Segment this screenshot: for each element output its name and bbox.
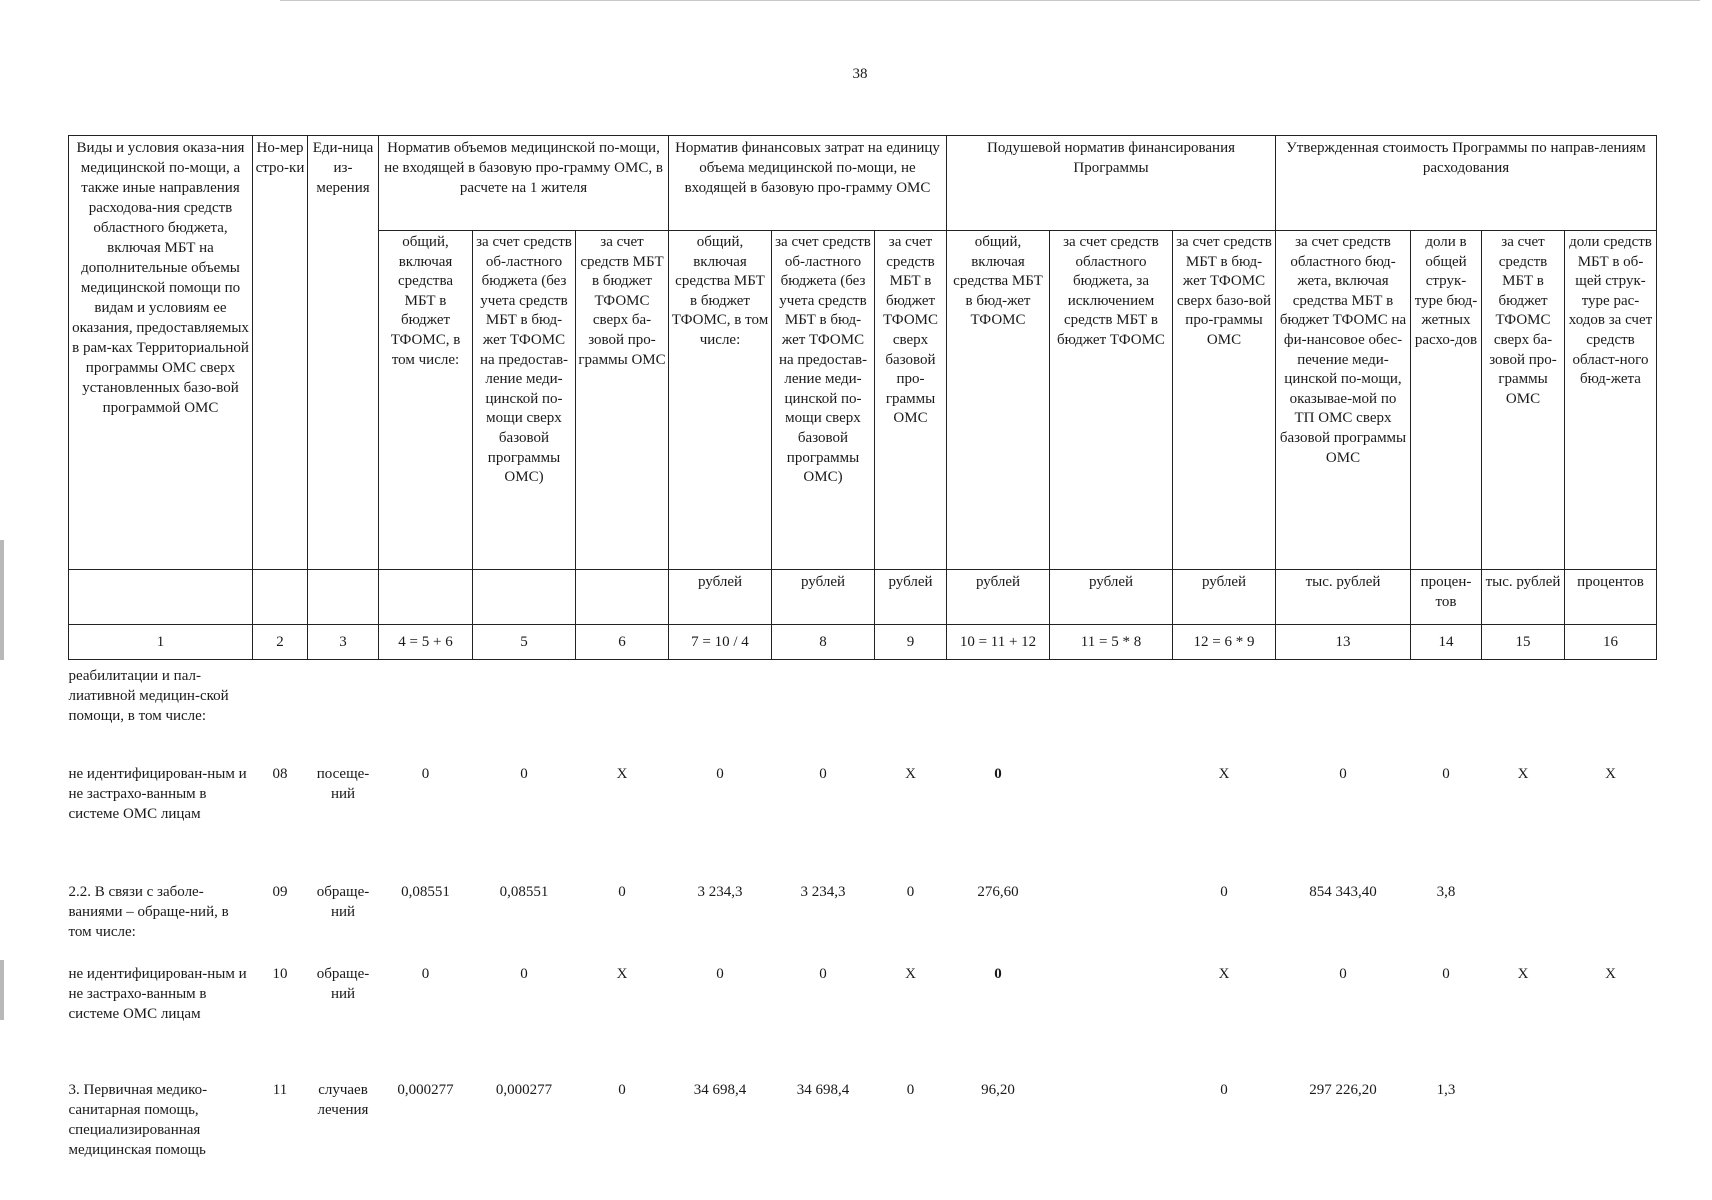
unit-cell <box>473 570 576 625</box>
row-cell: X <box>1218 966 1230 982</box>
row-cell <box>1050 660 1173 759</box>
unit-cell <box>576 570 669 625</box>
row-cell: 297 226,20 <box>1309 1082 1377 1098</box>
row-cell: 0 <box>994 966 1002 982</box>
row-line-number: 11 <box>272 1082 288 1098</box>
column-number: 14 <box>1411 625 1482 660</box>
row-cell: X <box>1605 966 1616 982</box>
row-cell: 0 <box>906 884 915 900</box>
row-cell <box>772 660 875 759</box>
row-cell: X <box>1517 966 1529 982</box>
unit-cell: рублей <box>1173 570 1276 625</box>
unit-cell: рублей <box>947 570 1050 625</box>
column-number: 3 <box>308 625 379 660</box>
table-row <box>69 876 1657 958</box>
column-number: 15 <box>1482 625 1565 660</box>
unit-cell: рублей <box>772 570 875 625</box>
unit-cell: рублей <box>1050 570 1173 625</box>
row-cell <box>1050 758 1173 876</box>
row-cell: 0 <box>1339 766 1347 782</box>
row-cell: 0 <box>1339 966 1347 982</box>
unit-cell <box>253 570 308 625</box>
header-approved-cost: Утвержденная стоимость Программы по направ-лениям расходования <box>1276 136 1657 231</box>
row-cell: X <box>1517 766 1529 782</box>
table-row <box>69 958 1657 1074</box>
row-cell: 0 <box>1442 766 1450 782</box>
row-cell: 0 <box>906 1082 915 1098</box>
row-cell: 276,60 <box>977 884 1019 900</box>
unit-cell: тыс. рублей <box>1482 570 1565 625</box>
row-name: не идентифицирован-ным и не застрахо-ванным в системе ОМС лицам <box>68 766 247 822</box>
table-row <box>69 758 1657 876</box>
unit-cell: тыс. рублей <box>1276 570 1411 625</box>
row-cell: 3 234,3 <box>697 884 743 900</box>
row-cell <box>473 660 576 759</box>
column-number: 4 = 5 + 6 <box>379 625 473 660</box>
column-number: 10 = 11 + 12 <box>947 625 1050 660</box>
row-cell: 0 <box>819 766 827 782</box>
row-cell: X <box>905 966 916 982</box>
header-sub-8: за счет средств об-ластного бюджета (без учета средств МБТ в бюд-жет ТФОМС на предостав-ление меди-цинской по-мощи сверх базовой программы ОМС) <box>772 231 875 570</box>
header-care-types: Виды и условия оказа-ния медицинской по-мощи, а также иные направления расходова-ния средств областного бюджета, включая МБТ на дополнительные объемы медицинской помощи по видам и условиям ее оказания, предоставляемых в рам-ках Территориальной программы ОМС сверх установленных базо-вой программой ОМС <box>69 136 253 570</box>
header-sub-13: за счет средств областного бюд-жета, включая средства МБТ в бюджет ТФОМС на фи-нансовое обес-печение меди-цинской по-мощи, оказывае-мой по ТП ОМС сверх базовой программы ОМС <box>1276 231 1411 570</box>
row-cell <box>669 660 772 759</box>
row-cell: 34 698,4 <box>693 1082 747 1098</box>
row-name: не идентифицирован-ным и не застрахо-ванным в системе ОМС лицам <box>68 966 247 1022</box>
row-cell: 1,3 <box>1436 1082 1456 1098</box>
header-sub-11: за счет средств областного бюджета, за исключением средств МБТ в бюджет ТФОМС <box>1050 231 1173 570</box>
row-cell <box>1411 660 1482 759</box>
row-cell: 0 <box>421 766 430 782</box>
row-name: 2.2. В связи с заболе-ваниями – обраще-ний, в том числе: <box>68 884 229 940</box>
row-cell: X <box>905 766 916 782</box>
header-sub-6: за счет средств МБТ в бюджет ТФОМС сверх ба-зовой про-граммы ОМС <box>576 231 669 570</box>
row-cell: X <box>1605 766 1616 782</box>
row-line-number: 10 <box>272 966 288 982</box>
top-scan-rule <box>280 0 1700 1</box>
row-cell: X <box>616 966 628 982</box>
header-sub-15: за счет средств МБТ в бюджет ТФОМС сверх ба-зовой про-граммы ОМС <box>1482 231 1565 570</box>
row-unit: обраще-ний <box>316 966 370 1002</box>
row-cell: 0,000277 <box>397 1082 454 1098</box>
column-number: 13 <box>1276 625 1411 660</box>
row-cell: 0 <box>994 766 1002 782</box>
row-cell: 0 <box>716 966 724 982</box>
row-name: 3. Первичная медико-санитарная помощь, специализированная медицинская помощь <box>68 1082 208 1158</box>
unit-cell: процен-тов <box>1411 570 1482 625</box>
row-cell: 854 343,40 <box>1309 884 1377 900</box>
table-row <box>69 1074 1657 1170</box>
row-cell: 0 <box>618 884 626 900</box>
row-cell: 0,08551 <box>499 884 549 900</box>
unit-cell <box>69 570 253 625</box>
row-cell: 34 698,4 <box>796 1082 850 1098</box>
row-cell: 0 <box>421 966 430 982</box>
row-cell <box>1482 876 1565 958</box>
header-sub-4: общий, включая средства МБТ в бюджет ТФОМС, в том числе: <box>379 231 473 570</box>
row-cell: X <box>1218 766 1230 782</box>
unit-cell <box>308 570 379 625</box>
row-cell: 0,000277 <box>495 1082 553 1098</box>
row-cell <box>947 660 1050 759</box>
row-cell: X <box>616 766 628 782</box>
header-unit: Еди-ница из-мерения <box>308 136 379 570</box>
column-number: 5 <box>473 625 576 660</box>
scan-edge-mark <box>0 960 4 1020</box>
row-cell: 0 <box>1220 1082 1228 1098</box>
header-volume-norm: Норматив объемов медицинской по-мощи, не входящей в базовую про-грамму ОМС, в расчете на 1 жителя <box>379 136 669 231</box>
row-cell: 3 234,3 <box>800 884 846 900</box>
row-cell <box>1173 660 1276 759</box>
header-cost-norm: Норматив финансовых затрат на единицу объема медицинской по-мощи, не входящей в базовую про-грамму ОМС <box>669 136 947 231</box>
row-unit: обраще-ний <box>316 884 370 920</box>
column-number: 11 = 5 * 8 <box>1050 625 1173 660</box>
row-cell <box>1050 1074 1173 1170</box>
header-sub-5: за счет средств об-ластного бюджета (без учета средств МБТ в бюд-жет ТФОМС на предостав-ление меди-цинской по-мощи сверх базовой программы ОМС) <box>473 231 576 570</box>
row-cell: 0 <box>520 766 528 782</box>
unit-cell: процентов <box>1565 570 1657 625</box>
unit-cell: рублей <box>875 570 947 625</box>
row-cell <box>576 660 669 759</box>
row-cell <box>1482 1074 1565 1170</box>
header-sub-10: общий, включая средства МБТ в бюд-жет ТФОМС <box>947 231 1050 570</box>
column-number: 1 <box>69 625 253 660</box>
row-cell <box>1565 876 1657 958</box>
unit-cell: рублей <box>669 570 772 625</box>
row-cell: 96,20 <box>981 1082 1015 1098</box>
column-number: 2 <box>253 625 308 660</box>
page-number: 38 <box>852 66 868 82</box>
row-name: реабилитации и пал-лиативной медицин-ской помощи, в том числе: <box>68 668 229 724</box>
row-unit <box>308 660 379 759</box>
header-sub-9: за счет средств МБТ в бюджет ТФОМС сверх базовой про-граммы ОМС <box>875 231 947 570</box>
row-cell: 0 <box>1442 966 1450 982</box>
row-cell: 3,8 <box>1436 884 1456 900</box>
column-number: 6 <box>576 625 669 660</box>
column-number: 9 <box>875 625 947 660</box>
row-cell: 0 <box>819 966 827 982</box>
row-cell <box>1276 660 1411 759</box>
unit-cell <box>379 570 473 625</box>
row-cell <box>1050 958 1173 1074</box>
header-sub-14: доли в общей струк-туре бюд-жетных расхо-дов <box>1411 231 1482 570</box>
column-number: 12 = 6 * 9 <box>1173 625 1276 660</box>
row-line-number: 08 <box>272 766 288 782</box>
header-sub-16: доли средств МБТ в об-щей струк-туре рас-ходов за счет средств област-ного бюд-жета <box>1565 231 1657 570</box>
row-cell: 0,08551 <box>401 884 450 900</box>
row-line-number: 09 <box>272 884 288 900</box>
row-cell <box>1565 1074 1657 1170</box>
row-line-number <box>253 660 308 759</box>
row-unit: посеще-ний <box>316 766 370 802</box>
table-row <box>69 660 1657 759</box>
header-sub-12: за счет средств МБТ в бюд-жет ТФОМС сверх базо-вой про-граммы ОМС <box>1173 231 1276 570</box>
header-sub-7: общий, включая средства МБТ в бюджет ТФОМС, в том числе: <box>669 231 772 570</box>
row-cell: 0 <box>618 1082 626 1098</box>
header-line-number: Но-мер стро-ки <box>253 136 308 570</box>
row-cell <box>379 660 473 759</box>
column-number: 16 <box>1565 625 1657 660</box>
scan-edge-mark <box>0 540 4 660</box>
program-cost-table <box>68 135 1657 1170</box>
row-cell <box>1050 876 1173 958</box>
row-unit: случаев лечения <box>317 1082 369 1118</box>
row-cell: 0 <box>1220 884 1228 900</box>
row-cell <box>875 660 947 759</box>
header-per-capita-norm: Подушевой норматив финансирования Программы <box>947 136 1276 231</box>
column-number: 8 <box>772 625 875 660</box>
row-cell: 0 <box>520 966 528 982</box>
row-cell <box>1482 660 1565 759</box>
row-cell: 0 <box>716 766 724 782</box>
column-number: 7 = 10 / 4 <box>669 625 772 660</box>
row-cell <box>1565 660 1657 759</box>
